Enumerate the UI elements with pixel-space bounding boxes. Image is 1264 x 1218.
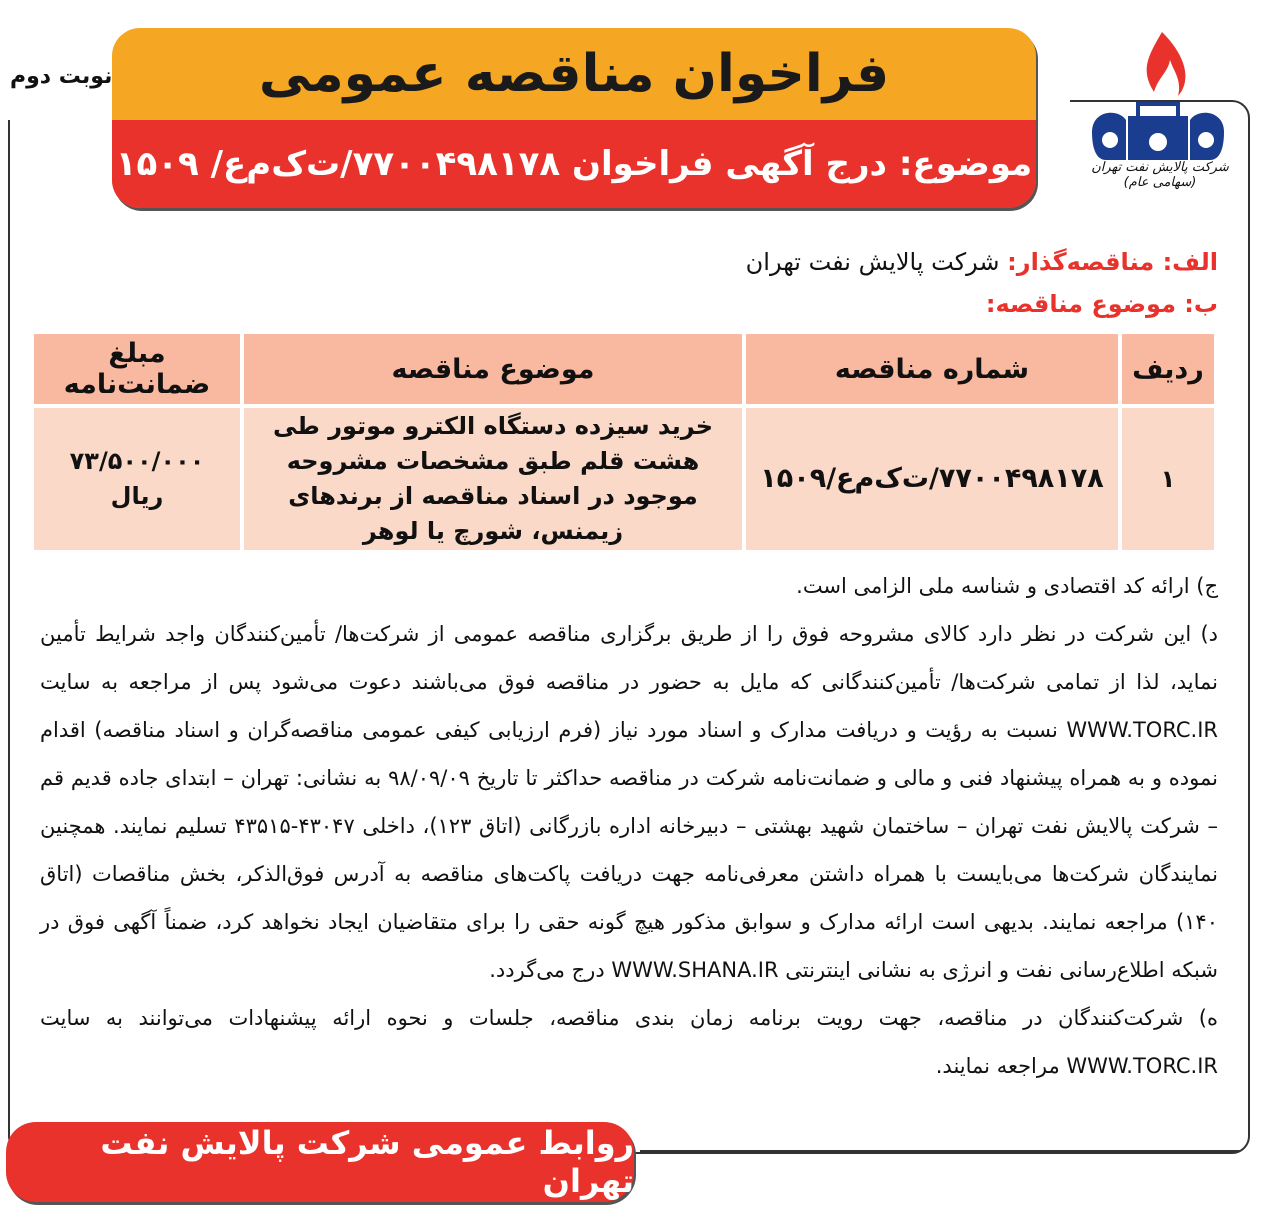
title-banner <box>112 28 1036 208</box>
organizer-label: الف: مناقصه‌گذار: <box>1007 248 1218 276</box>
cell-subject: خرید سیزده دستگاه الکترو موتور طی هشت قلم طبق مشخصات مشروحه موجود در اسناد مناقصه از برندهای زیمنس، شورچ یا لوهر <box>244 408 742 550</box>
paragraph-e: ه) شرکت‌کنندگان در مناقصه، جهت رویت برنامه زمان بندی مناقصه، جلسات و نحوه ارائه پیشنهادات می‌توانند به سایت WWW.TORC.IR مراجعه نمایند. <box>40 1006 1218 1078</box>
paragraph-c: ج) ارائه کد اقتصادی و شناسه ملی الزامی است. <box>796 574 1218 598</box>
guarantee-amount: ۷۳/۵۰۰/۰۰۰ <box>69 447 205 476</box>
col-header-subject: موضوع مناقصه <box>244 334 742 404</box>
cell-index: ۱ <box>1122 408 1214 550</box>
tender-subject-heading <box>986 290 1218 318</box>
col-header-number: شماره مناقصه <box>746 334 1118 404</box>
table-row <box>34 408 1214 550</box>
footer-text: روابط عمومی شرکت پالایش نفت تهران <box>100 1124 634 1200</box>
organizer-value: شرکت پالایش نفت تهران <box>745 248 1000 276</box>
paragraph-d: د) این شرکت در نظر دارد کالای مشروحه فوق را از طریق برگزاری مناقصه عمومی از شرکت‌ها/ تأمین‌کنندگان واجد شرایط تأمین نماید، لذا از تمامی شرکت‌ها/ تأمین‌کنندگانی که مایل به حضور در مناقصه فوق می‌باشند دعوت می‌شود پس از مراجعه به سایت WWW.TORC.IR نسبت به رؤیت و دریافت مدارک و اسناد مورد نیاز (فرم ارزیابی کیفی عمومی مناقصه‌گران و اسناد مناقصه) اقدام نموده و به همراه پیشنهاد فنی و مالی و ضمانت‌نامه شرکت در مناقصه حداکثر تا تاریخ ۹۸/۰۹/۰۹ به نشانی: تهران – ابتدای جاده قدیم قم – شرکت پالایش نفت تهران – ساختمان شهید بهشتی – دبیرخانه اداره بازرگانی (اتاق ۱۲۳)، داخلی ۴۳۰۴۷-۴۳۵۱۵ تسلیم نمایند. همچنین نمایندگان شرکت‌ها می‌بایست با همراه داشتن معرفی‌نامه جهت دریافت پاکت‌های مناقصه به آدرس فوق‌الذکر، بخش مناقصات (اتاق ۱۴۰) مراجعه نمایند. بدیهی است ارائه مدارک و سوابق مذکور هیچ گونه حقی را برای متقاضیان ایجاد نخواهد کرد، ضمناً آگهی فوق در شبکه اطلاع‌رسانی نفت و انرژی به نشانی اینترنتی WWW.SHANA.IR درج می‌گردد. <box>40 622 1218 982</box>
tender-organizer <box>746 248 1218 276</box>
tender-table <box>30 330 1218 554</box>
subject-line: موضوع: درج آگهی فراخوان ۷۷۰۰۴۹۸۱۷۸/ت‌ک‌م‌ع/ ۱۵۰۹ <box>115 144 1033 184</box>
subject-label: ب: موضوع مناقصه: <box>985 290 1218 318</box>
cell-number: ۷۷۰۰۴۹۸۱۷۸/ت‌ک‌م‌ع/۱۵۰۹ <box>746 408 1118 550</box>
guarantee-unit: ریال <box>110 482 164 510</box>
page-title: فراخوان مناقصه عمومی <box>258 44 890 104</box>
col-header-index: ردیف <box>1122 334 1214 404</box>
footer-divider <box>640 1150 1240 1152</box>
table-header-row <box>34 334 1214 404</box>
cell-guarantee <box>34 408 240 550</box>
footer-banner <box>6 1122 634 1202</box>
col-header-guarantee: مبلغ ضمانت‌نامه <box>34 334 240 404</box>
round-label: نوبت دوم <box>10 64 113 89</box>
logo-caption: شرکت پالایش نفت تهران (سهامی عام) <box>1091 160 1229 190</box>
body-text <box>40 562 1218 1090</box>
